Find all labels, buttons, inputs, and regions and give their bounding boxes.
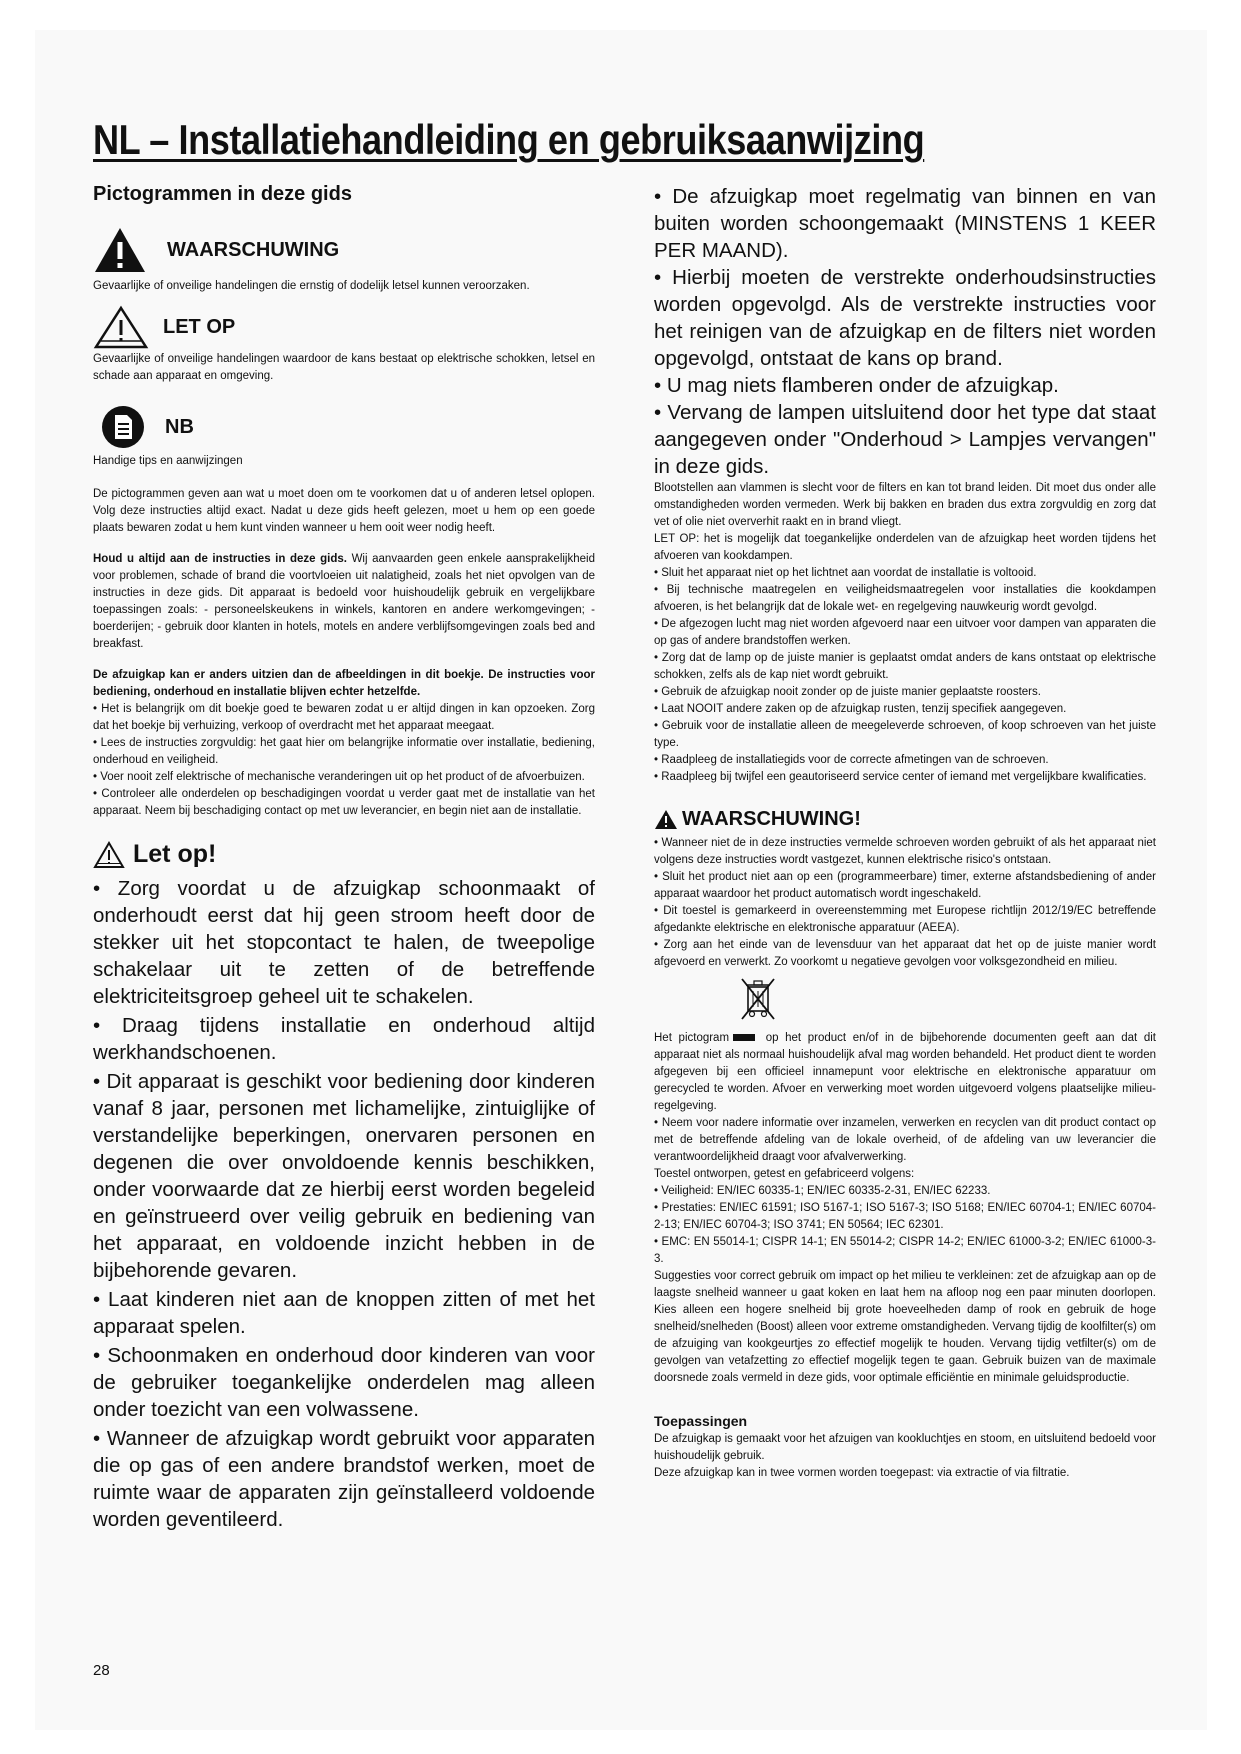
more-para-5: • EMC: EN 55014-1; CISPR 14-1; EN 55014-2; CISPR 14-2; EN/IEC 61000-3-2; EN/IEC 61000-3-3. <box>654 1236 1156 1265</box>
houd-paragraph <box>93 551 595 653</box>
nb-label: NB <box>165 415 194 438</box>
left-bullet-4: • Controleer alle onderdelen op beschadigingen voordat u verder gaat met de installatie van het apparaat. Neem bij beschadiging contact op met uw leverancier, en begin niet aan de installatie. <box>93 788 595 817</box>
warning-outline-icon <box>93 305 149 349</box>
letop-bullet-3: • Dit apparaat is geschikt voor bediening door kinderen vanaf 8 jaar, personen met lichamelijke, zintuiglijke of verstandelijke beperkingen, onervaren personen en degenen die over onvoldoende kennis beschikken, onder voorwaarde dat ze hierbij eerst worden begeleid en geïnstrueerd over veilig gebruik en bediening van het apparaat, en voldoende inzicht hebben in de bijbehorende gevaren. <box>93 1070 595 1282</box>
left-bullet-3: • Voer nooit zelf elektrische of mechanische veranderingen uit op het product of de afvoerbuizen. <box>93 771 585 783</box>
right-big-bullet-3: • U mag niets flamberen onder de afzuigkap. <box>654 374 1059 397</box>
toep-para-2: Deze afzuigkap kan in twee vormen worden toegepast: via extractie of via filtratie. <box>654 1467 1070 1479</box>
right-para-1: Blootstellen aan vlammen is slecht voor de filters en kan tot brand leiden. Dit moet dus onder alle omstandigheden worden vermeden. Werk bij bakken en braden dus extra zorgvuldig en zorg dat vet of olie niet oververhit raakt en in brand vliegt. <box>654 482 1156 528</box>
picto-text-before: Het pictogram <box>654 1032 730 1044</box>
warning2-para-1: • Wanneer niet de in deze instructies vermelde schroeven worden gebruikt of als het apparaat niet volgens deze instructies wordt vastgezet, kunnen elektrische risico's ontstaan. <box>654 837 1156 866</box>
picto-paragraph <box>654 1030 1156 1115</box>
caution-description: Gevaarlijke of onveilige handelingen waardoor de kans bestaat op elektrische schokken, letsel en schade aan apparaat en omgeving. <box>93 353 595 382</box>
more-para-4: • Prestaties: EN/IEC 61591; ISO 5167-1; ISO 5167-3; ISO 5168; EN/IEC 60704-1; EN/IEC 60704-2-13; EN/IEC 60704-3; ISO 3741; EN 50564; IEC 62301. <box>654 1202 1156 1231</box>
right-para-5: • De afgezogen lucht mag niet worden afgevoerd naar een uitvoer voor dampen van apparaten die op gas of andere brandstoffen werken. <box>654 618 1156 647</box>
left-column <box>93 183 595 1535</box>
right-big-bullet-2: • Hierbij moeten de verstrekte onderhoudsinstructies worden opgevolgd. Als de verstrekte instructies voor het reinigen van de afzuigkap en de filters niet worden opgevolgd, ontstaat de kans op brand. <box>654 266 1156 370</box>
right-para-3: • Sluit het apparaat niet op het lichtnet aan voordat de installatie is voltooid. <box>654 567 1037 579</box>
page-title: NL – Installatiehandleiding en gebruiksaanwijzing <box>93 116 925 163</box>
warning-label: WAARSCHUWING <box>167 238 340 261</box>
nb-description: Handige tips en aanwijzingen <box>93 455 243 467</box>
right-para-8: • Laat NOOIT andere zaken op de afzuigkap rusten, tenzij specifiek aangegeven. <box>654 703 1067 715</box>
letop-bullet-2: • Draag tijdens installatie en onderhoud altijd werkhandschoenen. <box>93 1014 595 1064</box>
letop-bullet-1: • Zorg voordat u de afzuigkap schoonmaakt of onderhoudt eerst dat hij geen stroom heeft door de stekker uit het stopcontact te halen, de tweepolige schakelaar uit te zetten of de betreffende elektriciteitsgroep geheel uit te schakelen. <box>93 877 595 1008</box>
right-para-2: LET OP: het is mogelijk dat toegankelijke onderdelen van de afzuigkap heet worden tijdens het afvoeren van kookdampen. <box>654 533 1156 562</box>
pictos-heading: Pictogrammen in deze gids <box>93 183 352 205</box>
right-big-bullet-4: • Vervang de lampen uitsluitend door het type dat staat aangegeven onder "Onderhoud > Lampjes vervangen" in deze gids. <box>654 401 1156 478</box>
intro-paragraph: De pictogrammen geven aan wat u moet doen om te voorkomen dat u of anderen letsel oplopen. Volg deze instructies altijd exact. Nadat u deze gids heeft gelezen, moet u hem op een goede plaats bewaren zodat u hem kunt vinden wanneer u hem ooit weer nodig heeft. <box>93 488 595 534</box>
more-para-3: • Veiligheid: EN/IEC 60335-1; EN/IEC 60335-2-31, EN/IEC 62233. <box>654 1185 991 1197</box>
right-para-11: • Raadpleeg bij twijfel een geautoriseerd service center of iemand met vergelijkbare kwalificaties. <box>654 771 1147 783</box>
right-big-bullet-1: • De afzuigkap moet regelmatig van binnen en van buiten worden schoongemaakt (MINSTENS 1 KEER PER MAAND). <box>654 185 1156 262</box>
page-number: 28 <box>93 1662 110 1679</box>
nb-picto-row <box>93 405 595 449</box>
letop-heading-row <box>93 840 595 869</box>
houd-text: Wij aanvaarden geen enkele aansprakelijkheid voor problemen, schade of brand die voortvloeien uit nalatigheid, zoals het niet opvolgen van de instructies in deze gids. Dit apparaat is bedoeld voor huishoudelijk gebruik en vergelijkbare toepassingen zoals: - personeelskeukens in winkels, kantoren en andere werkomgevingen; - boerderijen; - gebruik door klanten in hotels, motels en andere verblijfsomgevingen zoals bed and breakfast. <box>93 553 595 650</box>
warning-description: Gevaarlijke of onveilige handelingen die ernstig of dodelijk letsel kunnen veroorzaken. <box>93 280 530 292</box>
houd-bold: Houd u altijd aan de instructies in deze gids. <box>93 553 347 565</box>
caution-picto-row <box>93 305 595 349</box>
afzuig-notice: De afzuigkap kan er anders uitzien dan de afbeeldingen in dit boekje. De instructies voor bediening, onderhoud en installatie blijven echter hetzelfde. <box>93 669 595 698</box>
letop-bullet-4: • Laat kinderen niet aan de knoppen zitten of met het apparaat spelen. <box>93 1288 595 1338</box>
warning-outline-icon <box>93 841 125 869</box>
black-bar-symbol <box>733 1034 755 1041</box>
warning2-para-3: • Dit toestel is gemarkeerd in overeenstemming met Europese richtlijn 2012/19/EC betreffende afgedankte elektrische en elektronische apparatuur (AEEA). <box>654 905 1156 934</box>
letop-heading: Let op! <box>133 840 217 868</box>
warning2-para-4: • Zorg aan het einde van de levensduur van het apparaat dat het op de juiste manier wordt afgevoerd en verwerkt. Zo voorkomt u negatieve gevolgen voor volksgezondheid en milieu. <box>654 939 1156 968</box>
warning2-heading-row <box>654 808 1156 831</box>
right-column <box>654 183 1156 1482</box>
more-para-1: • Neem voor nadere informatie over inzamelen, verwerken en recyclen van dit product contact op met de betreffende afdeling van de lokale overheid, of de afdeling van uw leverancier die verantwoordelijkheid draagt voor afvalverwerking. <box>654 1117 1156 1163</box>
note-icon <box>101 405 145 449</box>
right-para-4: • Bij technische maatregelen en veiligheidsmaatregelen voor installaties die kookdampen afvoeren, is het belangrijk dat de lokale wet- en regelgeving nauwkeurig wordt gevolgd. <box>654 584 1156 613</box>
more-para-6: Suggesties voor correct gebruik om impact op het milieu te verkleinen: zet de afzuigkap aan op de laagste snelheid wanneer u gaat koken en laat hem na afloop nog een paar minuten doorlopen. Kies alleen een hogere snelheid bij grote hoeveelheden damp of rook en gebruik de hoge snelheid/snelheden (Boost) alleen voor extreme omstandigheden. Vervang tijdig de koolfilter(s) om de afzuiging van kookgeurtjes zo effectief mogelijk te houden. Vervang tijdig vetfilter(s) om de gevolgen van vetafzetting zo effectief mogelijk tegen te gaan. Gebruik buizen van de maximale doorsnede zoals vermeld in deze gids, voor optimale efficiëntie en minimale geluidsproductie. <box>654 1270 1156 1384</box>
right-para-7: • Gebruik de afzuigkap nooit zonder op de juiste manier geplaatste roosters. <box>654 686 1041 698</box>
right-para-10: • Raadpleeg de installatiegids voor de correcte afmetingen van de schroeven. <box>654 754 1049 766</box>
toepassingen-heading: Toepassingen <box>654 1413 748 1429</box>
warning2-para-2: • Sluit het product niet aan op een (programmeerbare) timer, externe afstandsbediening of ander apparaat waardoor het product automatisch wordt ingeschakeld. <box>654 871 1156 900</box>
warning2-heading: WAARSCHUWING! <box>682 808 861 830</box>
letop-bullet-5: • Schoonmaken en onderhoud door kinderen van voor de gebruiker toegankelijke onderdelen mag alleen onder toezicht van een volwassene. <box>93 1344 595 1421</box>
right-para-6: • Zorg dat de lamp op de juiste manier is geplaatst omdat anders de kans ontstaat op elektrische schokken, zelfs als de kap niet wordt gebruikt. <box>654 652 1156 681</box>
warning-filled-icon <box>654 809 678 830</box>
warning-filled-icon <box>93 226 147 274</box>
toep-para-1: De afzuigkap is gemaakt voor het afzuigen van kookluchtjes en stoom, en uitsluitend bedoeld voor huishoudelijk gebruik. <box>654 1433 1156 1462</box>
left-bullet-1: • Het is belangrijk om dit boekje goed te bewaren zodat u er altijd dingen in kan opzoeken. Zorg dat het boekje bij verhuizing, verkoop of overdracht met het apparaat meegaat. <box>93 703 595 732</box>
warning-picto-row <box>93 226 595 274</box>
left-bullet-2: • Lees de instructies zorgvuldig: het gaat hier om belangrijke informatie over installatie, bediening, onderhoud en veiligheid. <box>93 737 595 766</box>
more-para-2: Toestel ontworpen, getest en gefabriceerd volgens: <box>654 1168 915 1180</box>
crossed-bin-icon <box>739 977 777 1021</box>
picto-text-after: op het product en/of in de bijbehorende documenten geeft aan dat dit apparaat niet als normaal huishoudelijk afval mag worden behandeld. Het product dient te worden afgegeven bij een officieel innamepunt voor elektrische en elektronische apparatuur om gerecycled te worden. Afvoer en verwerking moet worden uitgevoerd volgens plaatselijke milieu-regelgeving. <box>654 1032 1156 1112</box>
caution-label: LET OP <box>163 315 236 338</box>
letop-bullet-6: • Wanneer de afzuigkap wordt gebruikt voor apparaten die op gas of een andere brandstof werken, moet de ruimte waar de apparaten zijn geïnstalleerd voldoende worden geventileerd. <box>93 1427 595 1531</box>
weee-symbol <box>739 977 1156 1026</box>
right-para-9: • Gebruik voor de installatie alleen de meegeleverde schroeven, of koop schroeven van het juiste type. <box>654 720 1156 749</box>
